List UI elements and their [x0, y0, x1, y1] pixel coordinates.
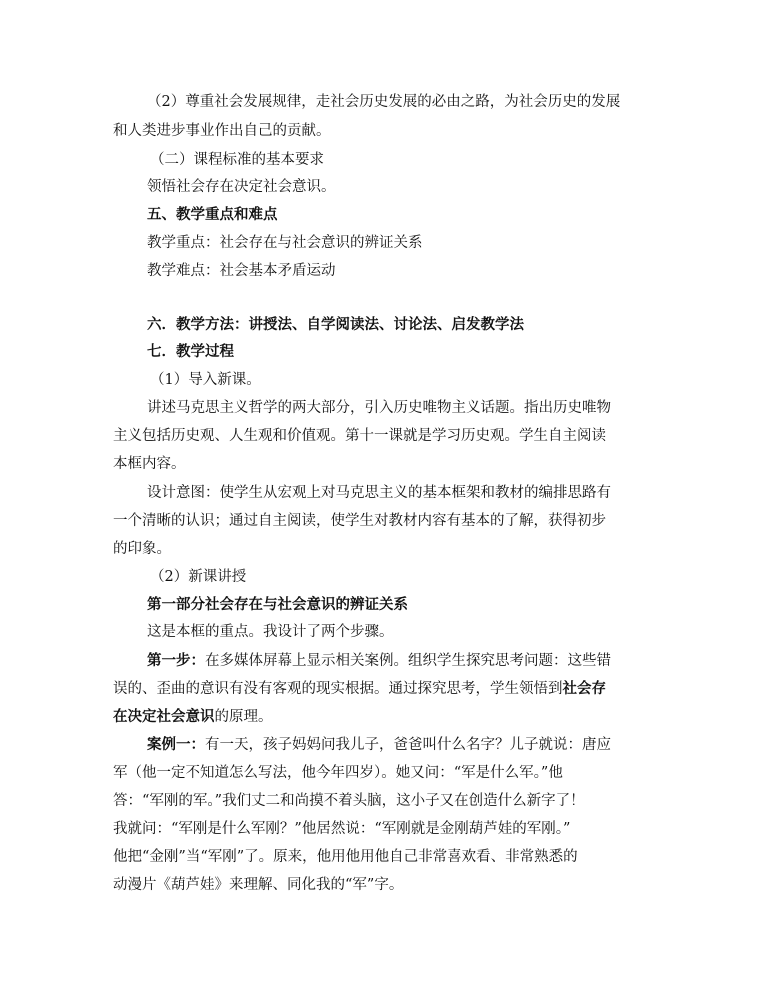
section-5-heading: 五、教学重点和难点: [147, 206, 278, 223]
first-step-emphasis: 在决定社会意识: [113, 708, 215, 725]
intro-line-2: 主义包括历史观、人生观和价值观。第十一课就是学习历史观。学生自主阅读: [113, 428, 606, 444]
case-1-line-1: [147, 735, 611, 755]
design-line-2: 一个清晰的认识；通过自主阅读，使学生对教材内容有基本的了解，获得初步: [113, 513, 606, 529]
step-2-heading: （2）新课讲授: [150, 569, 247, 585]
goal-2-line-1: （2）尊重社会发展规律，走社会历史发展的必由之路，为社会历史的发展: [147, 94, 621, 110]
curriculum-standard-text: 领悟社会存在决定社会意识。: [147, 179, 336, 195]
first-step-line-2: [113, 679, 606, 699]
part-1-note: 这是本框的重点。我设计了两个步骤。: [147, 624, 394, 640]
first-step-text: 的原理。: [214, 709, 273, 725]
first-step-text: 在多媒体屏幕上显示相关案例。组织学生探究思考问题：这些错: [205, 653, 611, 669]
teaching-key-point: 教学重点：社会存在与社会意识的辨证关系: [147, 235, 423, 251]
first-step-text: 误的、歪曲的意识有没有客观的现实根据。通过探究思考，学生领悟到: [113, 681, 563, 697]
case-1-line-6: 动漫片《葫芦娃》来理解、同化我的“军”字。: [113, 877, 404, 893]
case-1-label: 案例一：: [147, 736, 205, 753]
teaching-difficulty: 教学难点：社会基本矛盾运动: [147, 263, 336, 279]
intro-line-3: 本框内容。: [113, 456, 186, 472]
case-1-line-2: 军（他一定不知道怎么写法，他今年四岁）。她又问：“军是什么军。”他: [113, 765, 563, 781]
section-6-heading: 六．教学方法：讲授法、自学阅读法、讨论法、启发教学法: [147, 316, 524, 333]
case-1-line-3: 答：“军刚的军。”我们丈二和尚摸不着头脑，这小子又在创造什么新字了！: [113, 793, 585, 809]
case-1-line-4: 我就问：“军刚是什么军刚？”他居然说：“军刚就是金刚葫芦娃的军刚。”: [113, 821, 571, 837]
step-1-heading: （1）导入新课。: [150, 372, 261, 388]
design-line-1: 设计意图：使学生从宏观上对马克思主义的基本框架和教材的编排思路有: [147, 485, 611, 501]
first-step-line-3: [113, 707, 273, 727]
first-step-emphasis: 社会存: [562, 680, 606, 697]
first-step-label: 第一步：: [147, 652, 205, 669]
case-1-text: 有一天，孩子妈妈问我儿子，爸爸叫什么名字？儿子就说：唐应: [205, 737, 611, 753]
intro-line-1: 讲述马克思主义哲学的两大部分，引入历史唯物主义话题。指出历史唯物: [147, 400, 611, 416]
part-1-heading: 第一部分社会存在与社会意识的辨证关系: [147, 596, 408, 613]
first-step-line-1: [147, 651, 611, 671]
section-7-heading: 七．教学过程: [147, 343, 234, 360]
design-line-3: 的印象。: [113, 541, 171, 557]
goal-2-line-2: 和人类进步事业作出自己的贡献。: [113, 123, 331, 139]
case-1-line-5: 他把“金刚”当“军刚”了。原来，他用他用他自己非常喜欢看、非常熟悉的: [113, 849, 578, 865]
curriculum-standard-heading: （二）课程标准的基本要求: [150, 152, 324, 168]
